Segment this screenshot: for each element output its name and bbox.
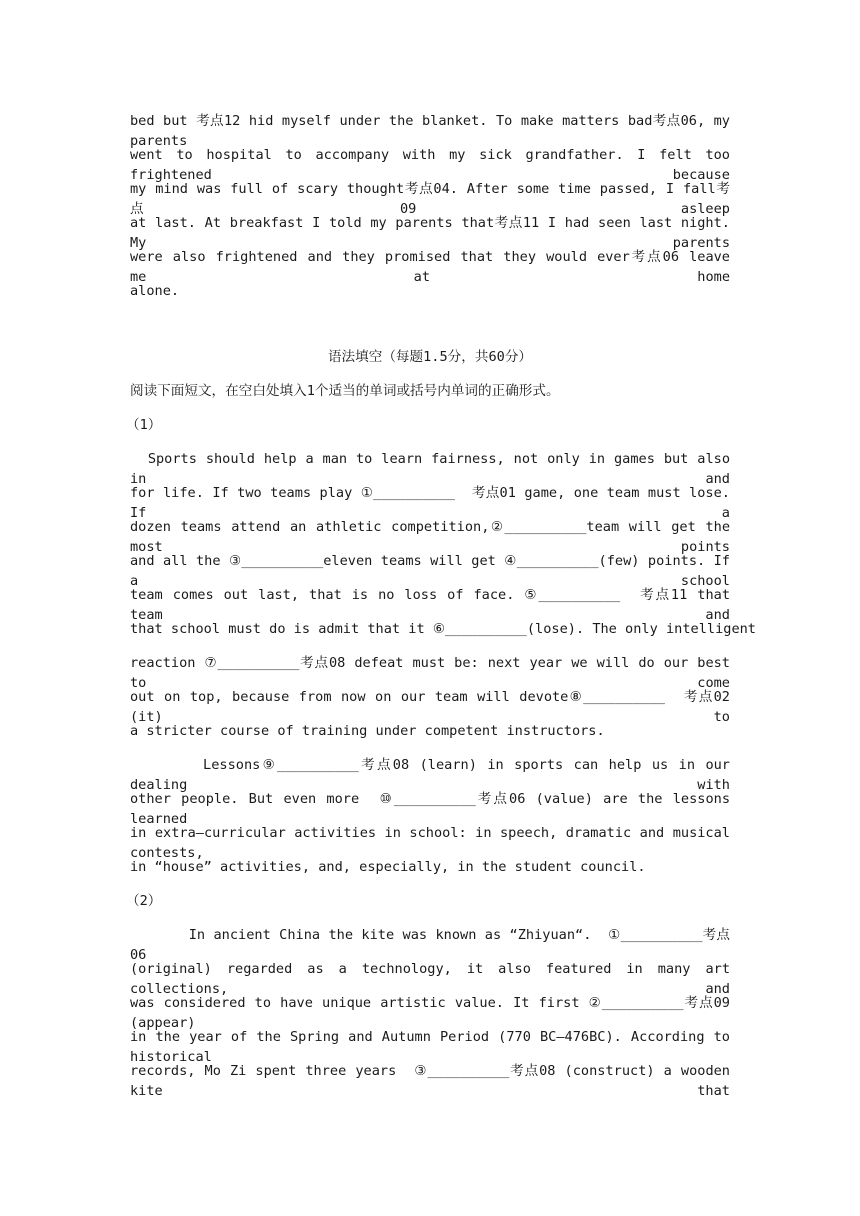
passage2-line-3: was considered to have unique artistic value. It first ②__________考点09 (appear) [130, 995, 739, 1031]
carryover-line-6: alone. [130, 283, 180, 299]
section-instruction: 阅读下面短文，在空白处填入1个适当的单词或括号内单词的正确形式。 [130, 383, 560, 399]
passage1-line-1: Sports should help a man to learn fairness, not only in games but also in and [130, 451, 739, 487]
carryover-line-3: my mind was full of scary thought考点04. After some time passed, I fall考点09 asleep [130, 181, 730, 217]
passage1-line-3: dozen teams attend an athletic competition,②__________team will get the most points [130, 519, 739, 555]
carryover-line-1: bed but 考点12 hid myself under the blanket. To make matters bad考点06, my parents [130, 113, 739, 149]
passage1-label: （1） [126, 417, 162, 433]
passage2-label: （2） [126, 893, 162, 909]
carryover-line-5: were also frightened and they promised that they would ever考点06 leave me at home [130, 249, 739, 285]
passage1-line-8: out on top, because from now on our team will devote⑧__________ 考点02 (it) to [130, 689, 739, 725]
passage1-line-5: team comes out last, that is no loss of face. ⑤__________ 考点11 that team and [130, 587, 739, 623]
carryover-line-4: at last. At breakfast I told my parents that考点11 I had seen last night. My parents [130, 215, 739, 251]
passage1-line-2: for life. If two teams play ①__________ 考点01 game, one team must lose. If a [130, 485, 739, 521]
passage2-line-5: records, Mo Zi spent three years ③__________考点08 (construct) a wooden kite that [130, 1063, 739, 1099]
section-title: 语法填空（每题1.5分，共60分） [327, 349, 533, 365]
passage1-line-7: reaction ⑦__________考点08 defeat must be: next year we will do our best to come [130, 655, 739, 691]
passage1-line-4: and all the ③__________eleven teams will get ④__________(few) points. If a school [130, 553, 739, 589]
passage1-line-12: in extra—curricular activities in school: in speech, dramatic and musical contests, [130, 825, 739, 861]
passage1-line-11: other people. But even more ⑩__________考点06 (value) are the lessons learned [130, 791, 739, 827]
passage1-line-13: in “house” activities, and, especially, in the student council. [130, 859, 646, 875]
passage1-line-6: that school must do is admit that it ⑥__________(lose). The only intelligent [130, 621, 756, 637]
passage2-line-2: (original) regarded as a technology, it also featured in many art collections, and [130, 961, 739, 997]
passage2-line-4: in the year of the Spring and Autumn Period (770 BC—476BC). According to historical [130, 1029, 739, 1065]
passage1-line-9: a stricter course of training under competent instructors. [130, 723, 605, 739]
passage1-line-10: Lessons⑨__________考点08 (learn) in sports can help us in our dealing with [130, 757, 739, 793]
carryover-line-2: went to hospital to accompany with my sick grandfather. I felt too frightened because [130, 147, 739, 183]
passage2-line-1: In ancient China the kite was known as “Zhiyuan“. ①__________考点06 [130, 927, 731, 963]
